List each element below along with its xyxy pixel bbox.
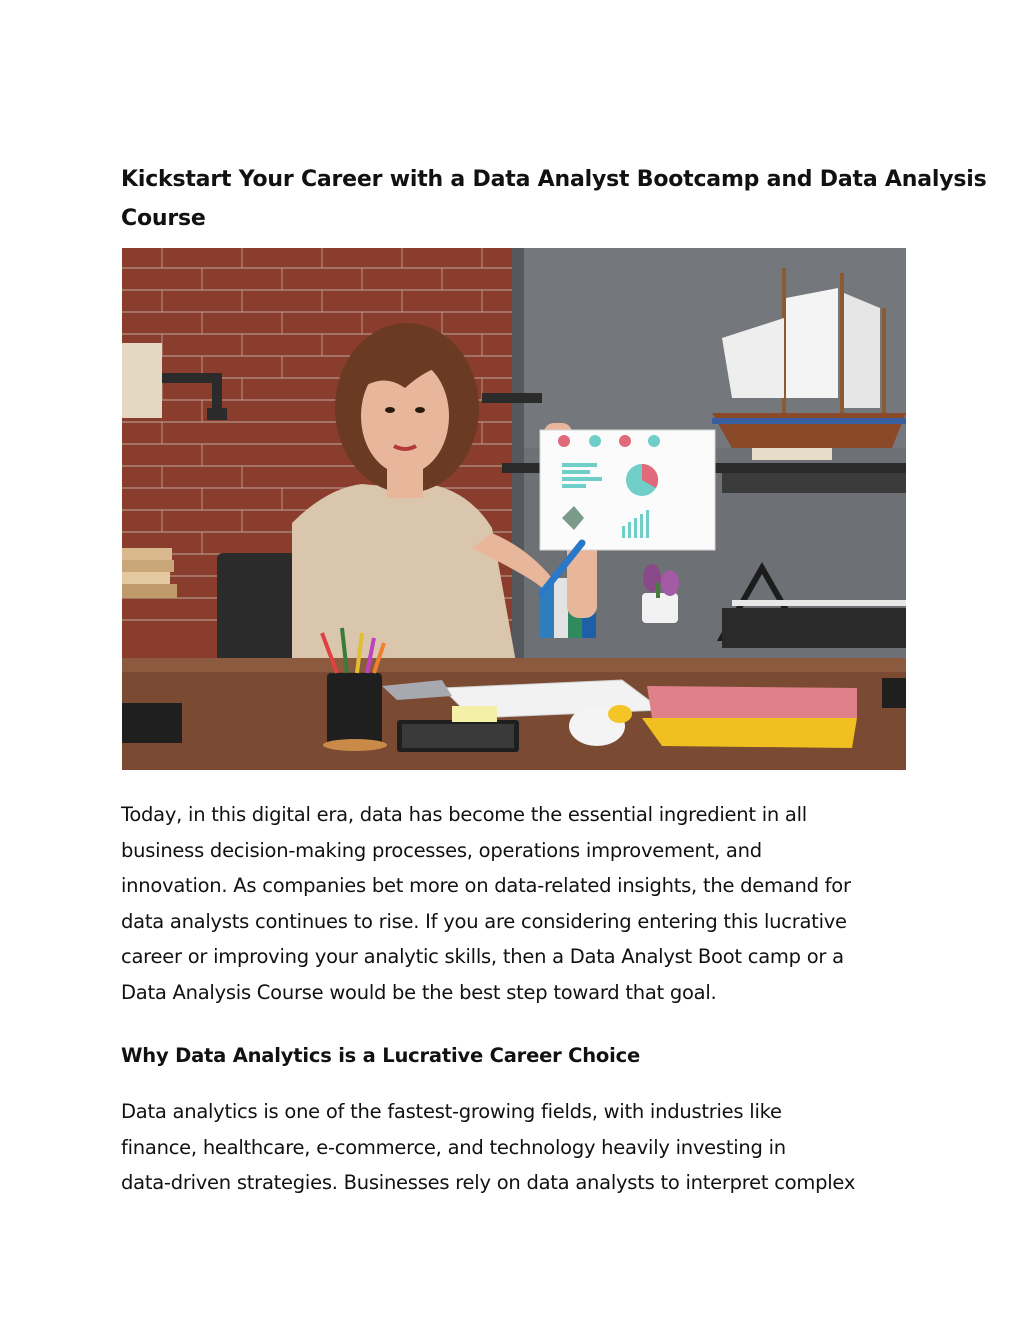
text-line: data analysts continues to rise. If you are considering entering this lucrative — [121, 909, 847, 933]
intro-paragraph — [121, 797, 921, 1010]
section-heading: Why Data Analytics is a Lucrative Career Choice — [121, 1044, 640, 1067]
chart-paper — [540, 430, 715, 550]
section-paragraph — [121, 1094, 921, 1201]
text-line: innovation. As companies bet more on data-related insights, the demand for — [121, 874, 851, 897]
text-line: data-driven strategies. Businesses rely on data analysts to interpret complex — [121, 1171, 856, 1194]
text-line: Data Analysis Course would be the best step toward that goal. — [121, 980, 717, 1004]
text-line: career or improving your analytic skills, then a Data Analyst Boot camp or a — [121, 945, 844, 968]
text-line: Today, in this digital era, data has become the essential ingredient in all — [121, 803, 807, 826]
title-line: Course — [121, 206, 206, 231]
text-line: finance, healthcare, e-commerce, and technology heavily investing in — [121, 1135, 786, 1159]
title-line: Kickstart Your Career with a Data Analyst Bootcamp and Data Analysis — [121, 167, 987, 192]
document-title — [121, 160, 987, 238]
text-line: business decision-making processes, operations improvement, and — [121, 838, 762, 862]
office-illustration — [122, 248, 906, 770]
hero-photo — [122, 248, 906, 770]
text-line: Data analytics is one of the fastest-growing fields, with industries like — [121, 1100, 782, 1123]
